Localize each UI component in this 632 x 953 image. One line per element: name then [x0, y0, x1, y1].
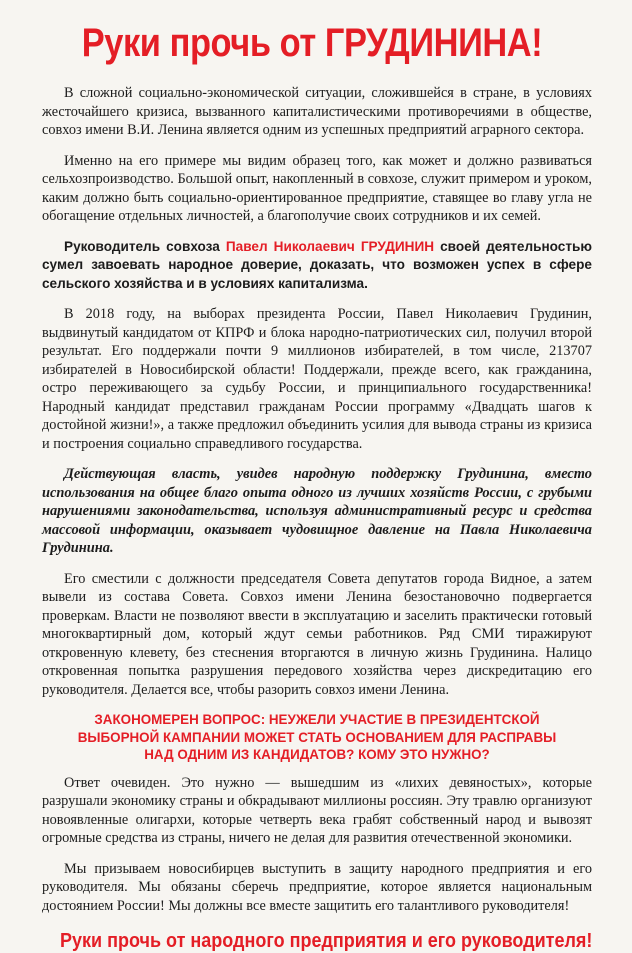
paragraph-elections: В 2018 году, на выборах президента России, Павел Николаевич Грудинин, выдвинутый кандидатом от КПРФ и блока народно-патриотических сил, получил второй результат. Его поддержали почти 9 миллионов избирателей, в том числе, 213707 избирателей в Новосибирской области! Поддержали, прежде всего, как гражданина, остро переживающего за судьбу России, и принципиального государственника! Народный кандидат представил гражданам России программу «Двадцать шагов к достойной жизни!», а также предложил объединить усилия для вывода страны из кризиса и построения социально справедливого государства. — [42, 306, 592, 452]
paragraph-pressure: Действующая власть, увидев народную поддержку Грудинина, вместо использования на общее благо опыта одного из лучших хозяйств России, с грубыми нарушениями законодательства, используя административный ресурс и средства массовой информации, оказывает чудовищное давление на Павла Николаевича Грудинина. — [42, 466, 592, 556]
paragraph-director — [42, 238, 592, 294]
question-line: НАД ОДНИМ ИЗ КАНДИДАТОВ? КОМУ ЭТО НУЖНО? — [144, 747, 490, 762]
question-heading — [42, 711, 592, 764]
director-text-after: своей деятельностью сумел завоевать народное доверие, доказать, что возможен успех в сфере сельского хозяйства и в условиях капитализма. — [42, 238, 592, 291]
director-name: Павел Николаевич ГРУДИНИН — [225, 238, 435, 254]
director-text-before: Руководитель совхоза — [64, 238, 226, 254]
paragraph-answer: Ответ очевиден. Это нужно — вышедшим из «лихих девяностых», которые разрушали экономику страны и обкрадывают миллионы россиян. Эту травлю организуют новоявленные олигархи, которые четверть века грабят собственный народ и вывозят огромные средства из страны, ничего не делая для развития отечественной экономики. — [42, 774, 592, 846]
closing-slogan: Руки прочь от народного предприятия и его руководителя! — [60, 930, 593, 952]
leaflet-title: Руки прочь от ГРУДИНИНА! — [81, 21, 543, 65]
question-line: ЗАКОНОМЕРЕН ВОПРОС: НЕУЖЕЛИ УЧАСТИЕ В ПРЕЗИДЕНТСКОЙ — [94, 712, 540, 727]
paragraph-example: Именно на его примере мы видим образец того, как может и должно развиваться сельхозпроизводство. Большой опыт, накопленный в совхозе, служит примером и уроком, каким должно быть социально-ориентированное предприятие, ставящее во главу угла не обогащение отдельных личностей, а благополучие своих сотрудников и их семей. — [42, 152, 592, 224]
paragraph-crisis: В сложной социально-экономической ситуации, сложившейся в стране, в условиях жесточайшего кризиса, вызванного капиталистическими противоречиями в обществе, совхоз имени В.И. Ленина является одним из успешных предприятий аграрного сектора. — [42, 85, 592, 138]
paragraph-appeal: Мы призываем новосибирцев выступить в защиту народного предприятия и его руководителя. Мы обязаны сберечь предприятие, которое является национальным достоянием России! Мы должны все вместе защитить его талантливого руководителя! — [42, 860, 592, 914]
paragraph-dismissal: Его сместили с должности председателя Совета депутатов города Видное, а затем вывели из состава Совета. Совхоз имени Ленина безостановочно подвергается проверкам. Власти не позволяют ввести в эксплуатацию и заселить практически готовый многоквартирный дом, который ждут семьи работников. Ряд СМИ тиражируют откровенную клевету, без стеснения вторгаются в личную жизнь Грудинина. Налицо откровенная попытка разрушения передового хозяйства через дискредитацию его руководителя. Делается все, чтобы разорить совхоз имени Ленина. — [42, 570, 592, 698]
question-line: ВЫБОРНОЙ КАМПАНИИ МОЖЕТ СТАТЬ ОСНОВАНИЕМ ДЛЯ РАСПРАВЫ — [77, 729, 557, 745]
